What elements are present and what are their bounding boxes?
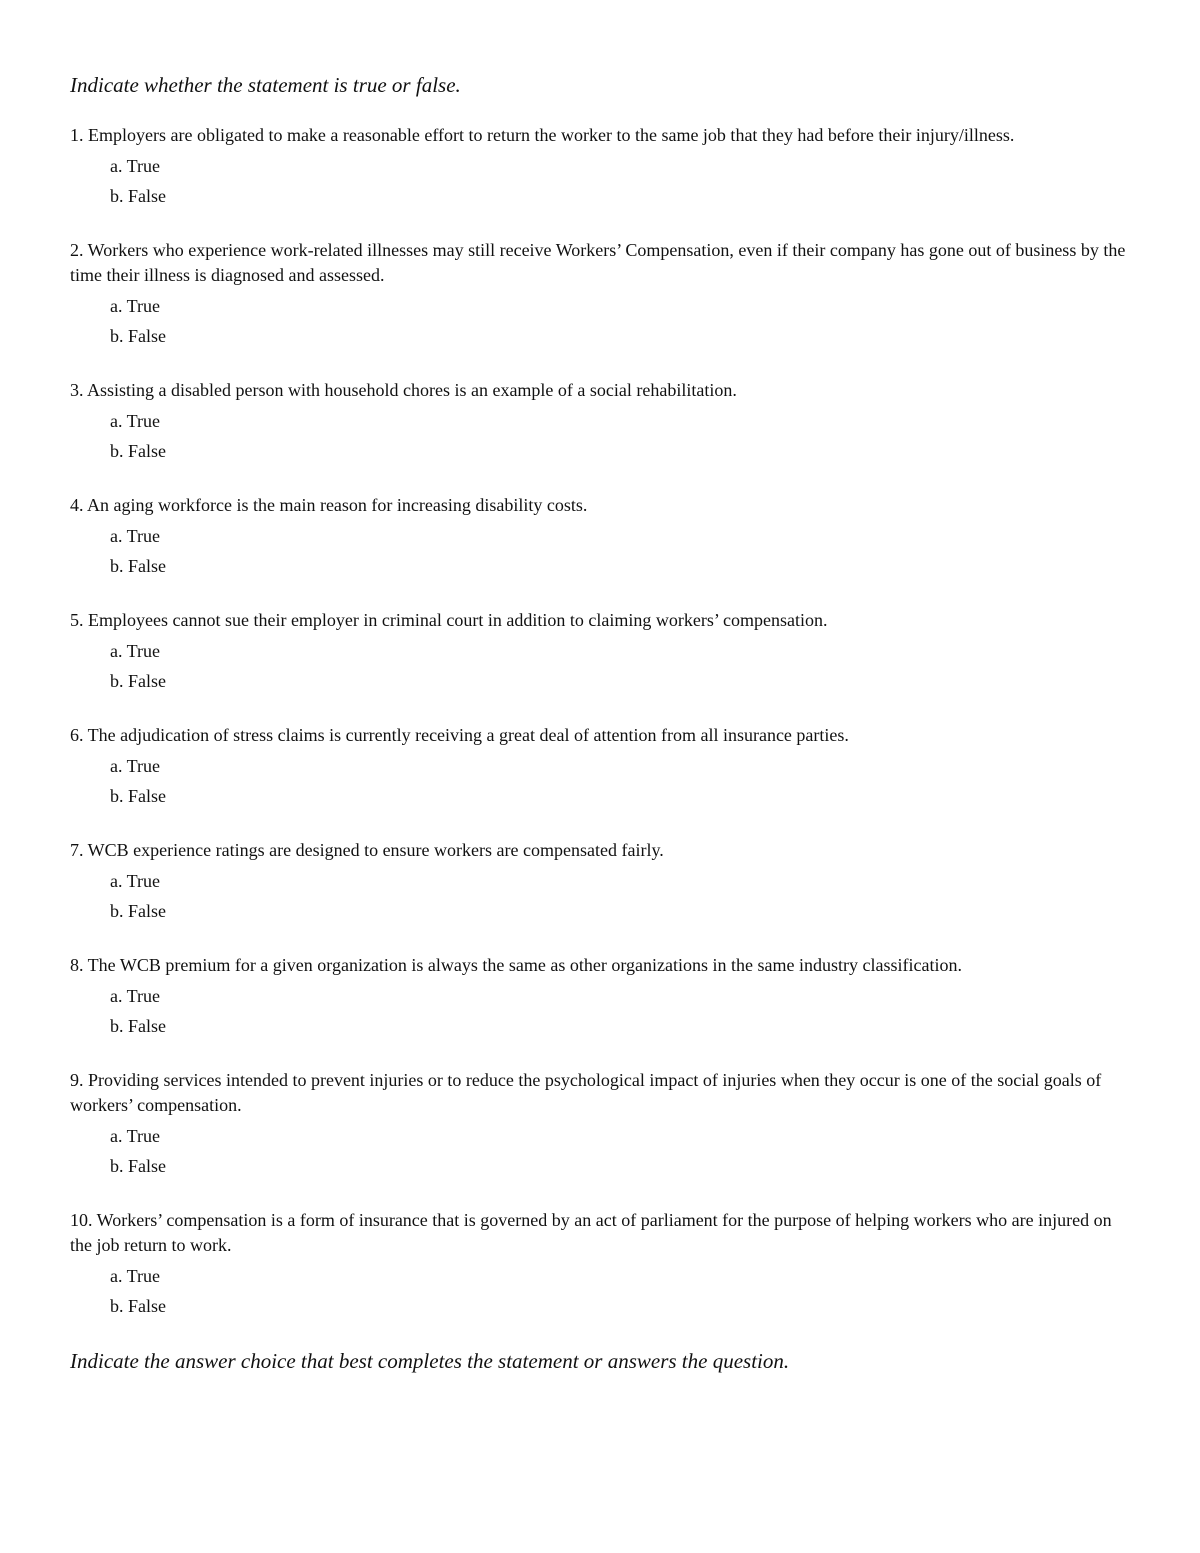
- answer-options: [70, 1261, 1130, 1321]
- answer-options: [70, 866, 1130, 926]
- question-10: [70, 1208, 1130, 1321]
- question-text: 4. An aging workforce is the main reason for increasing disability costs.: [70, 495, 588, 515]
- multiple-choice-instructions: Indicate the answer choice that best completes the statement or answers the question.: [70, 1349, 790, 1373]
- question-1: [70, 123, 1130, 211]
- question-text: 7. WCB experience ratings are designed to ensure workers are compensated fairly.: [70, 840, 664, 860]
- question-4: [70, 493, 1130, 581]
- question-text: 3. Assisting a disabled person with household chores is an example of a social rehabilitation.: [70, 380, 737, 400]
- question-5: [70, 608, 1130, 696]
- answer-options: [70, 406, 1130, 466]
- option-true: a. True: [110, 986, 161, 1006]
- option-true: a. True: [110, 1266, 161, 1286]
- option-false: b. False: [110, 1156, 166, 1176]
- question-text: 1. Employers are obligated to make a reasonable effort to return the worker to the same job that they had before their injury/illness.: [70, 125, 1015, 145]
- option-false: b. False: [110, 1016, 166, 1036]
- option-false: b. False: [110, 901, 166, 921]
- question-text: 2. Workers who experience work-related illnesses may still receive Workers’ Compensation, even if their company has gone out of business by the time their illness is diagnosed and assessed.: [70, 240, 1126, 285]
- question-text: 6. The adjudication of stress claims is currently receiving a great deal of attention from all insurance parties.: [70, 725, 849, 745]
- answer-options: [70, 1121, 1130, 1181]
- question-9: [70, 1068, 1130, 1181]
- option-false: b. False: [110, 326, 166, 346]
- option-true: a. True: [110, 296, 161, 316]
- question-8: [70, 953, 1130, 1041]
- option-true: a. True: [110, 411, 161, 431]
- question-text: 9. Providing services intended to prevent injuries or to reduce the psychological impact of injuries when they occur is one of the social goals of workers’ compensation.: [70, 1070, 1102, 1115]
- true-false-instructions: Indicate whether the statement is true or false.: [70, 73, 461, 97]
- answer-options: [70, 981, 1130, 1041]
- option-true: a. True: [110, 156, 161, 176]
- option-true: a. True: [110, 1126, 161, 1146]
- question-2: [70, 238, 1130, 351]
- option-false: b. False: [110, 556, 166, 576]
- question-7: [70, 838, 1130, 926]
- question-text: 5. Employees cannot sue their employer in criminal court in addition to claiming workers’ compensation.: [70, 610, 828, 630]
- question-3: [70, 378, 1130, 466]
- option-false: b. False: [110, 786, 166, 806]
- answer-options: [70, 521, 1130, 581]
- option-true: a. True: [110, 756, 161, 776]
- answer-options: [70, 636, 1130, 696]
- document-page: [70, 72, 1130, 1374]
- answer-options: [70, 151, 1130, 211]
- question-6: [70, 723, 1130, 811]
- option-true: a. True: [110, 526, 161, 546]
- option-true: a. True: [110, 641, 161, 661]
- question-text: 8. The WCB premium for a given organization is always the same as other organizations in the same industry classification.: [70, 955, 962, 975]
- question-text: 10. Workers’ compensation is a form of insurance that is governed by an act of parliament for the purpose of helping workers who are injured on the job return to work.: [70, 1210, 1112, 1255]
- answer-options: [70, 751, 1130, 811]
- answer-options: [70, 291, 1130, 351]
- option-false: b. False: [110, 186, 166, 206]
- option-false: b. False: [110, 671, 166, 691]
- option-false: b. False: [110, 1296, 166, 1316]
- option-true: a. True: [110, 871, 161, 891]
- option-false: b. False: [110, 441, 166, 461]
